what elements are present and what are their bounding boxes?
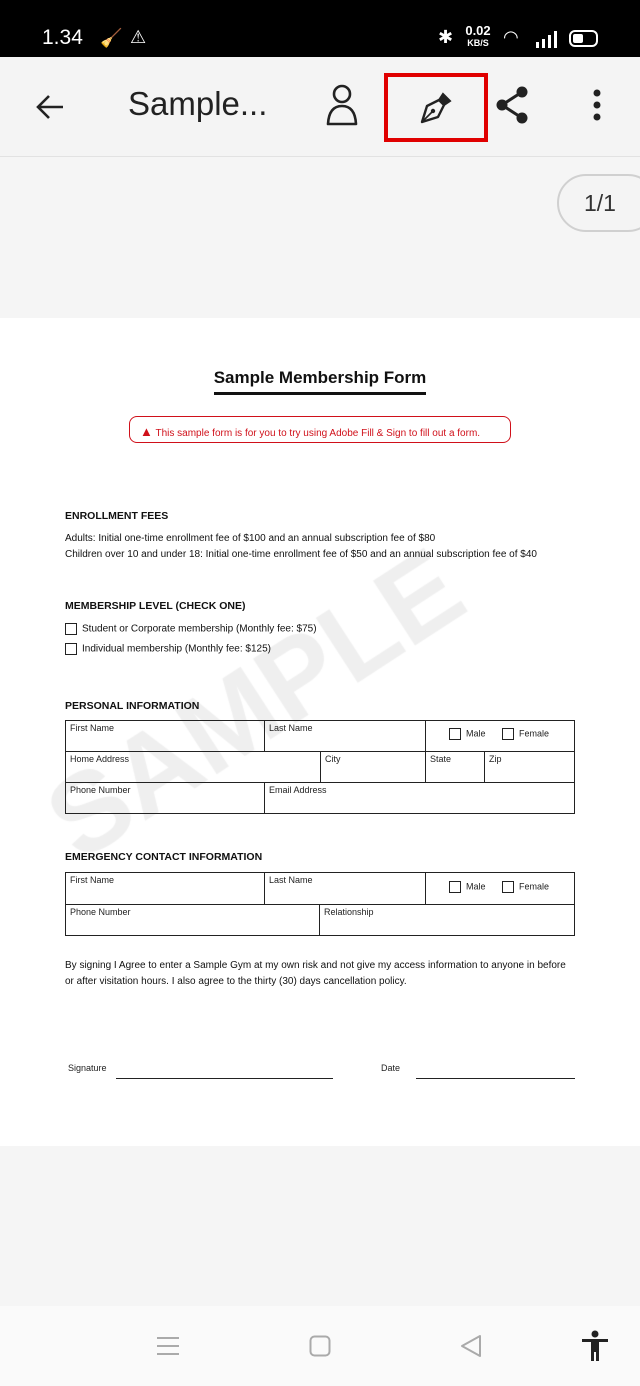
person-icon [325,84,359,126]
emergency-heading: EMERGENCY CONTACT INFORMATION [65,851,263,863]
agreement-line: or after visitation hours. I also agree to the thirty (30) days cancellation policy. [65,976,407,987]
signature-line[interactable] [116,1078,333,1079]
female-label: Female [519,881,550,892]
back-arrow-icon [35,94,65,120]
last-name-field[interactable]: Last Name [264,720,426,752]
emergency-last-name-field[interactable]: Last Name [264,872,426,905]
battery-icon [569,30,599,48]
date-label: Date [381,1063,401,1073]
network-speed [463,24,493,48]
first-name-field[interactable]: First Name [65,720,265,752]
signal-icon [535,30,559,48]
gender-field [425,720,575,752]
home-icon[interactable] [309,1335,331,1357]
agreement-line: By signing I Agree to enter a Sample Gym at my own risk and not give my access information to anyone in before [65,960,566,971]
speed-value: 0.02 [465,23,491,38]
app-bar [0,57,640,157]
male-label: Male [466,728,486,739]
warning-icon: ▲ [140,424,153,439]
pen-nib-icon [418,90,454,126]
male-label: Male [466,881,486,892]
more-options-button[interactable] [580,83,614,127]
membership-heading: MEMBERSHIP LEVEL (CHECK ONE) [65,600,246,612]
option-label: Individual membership (Monthly fee: $125) [82,643,271,655]
enrollment-line: Children over 10 and under 18: Initial one-time enrollment fee of $50 and an annual subscription fee of $40 [65,549,537,560]
status-time: 1.34 [42,26,83,49]
notice-text: This sample form is for you to try using Adobe Fill & Sign to fill out a form. [155,428,481,439]
checkbox[interactable] [65,623,77,635]
female-checkbox[interactable] [502,881,514,893]
form-title-wrap [120,368,520,395]
document-title: Sample... [128,85,268,122]
form-title: Sample Membership Form [214,368,427,395]
fill-sign-button[interactable] [384,73,488,142]
female-label: Female [519,728,550,739]
warning-icon: ⚠ [130,27,147,47]
membership-option-student[interactable] [65,623,317,635]
zip-field[interactable]: Zip [484,751,575,783]
female-checkbox[interactable] [502,728,514,740]
enrollment-line: Adults: Initial one-time enrollment fee of $100 and an annual subscription fee of $80 [65,533,436,544]
share-icon [494,85,530,125]
account-button[interactable] [320,81,364,129]
pdf-page [0,318,640,1146]
menu-icon[interactable] [156,1336,180,1356]
emergency-gender-field [425,872,575,905]
wifi-icon: ◠ [503,27,519,47]
more-vertical-icon [592,88,602,122]
option-label: Student or Corporate membership (Monthly fee: $75) [82,623,317,635]
page-indicator: 1/1 [557,174,640,232]
system-nav-bar [0,1306,640,1386]
emergency-phone-field[interactable]: Phone Number [65,904,320,936]
personal-heading: PERSONAL INFORMATION [65,700,200,712]
back-button[interactable] [28,85,72,129]
male-checkbox[interactable] [449,881,461,893]
back-nav-icon[interactable] [459,1334,483,1358]
email-field[interactable]: Email Address [264,782,575,814]
notice-banner [129,416,511,443]
relationship-field[interactable]: Relationship [319,904,575,936]
bluetooth-icon: ✱ [438,27,454,47]
membership-option-individual[interactable] [65,643,271,655]
male-checkbox[interactable] [449,728,461,740]
state-field[interactable]: State [425,751,485,783]
cleaner-icon: 🧹 [100,28,123,48]
signature-label: Signature [68,1063,107,1073]
city-field[interactable]: City [320,751,426,783]
home-address-field[interactable]: Home Address [65,751,321,783]
emergency-first-name-field[interactable]: First Name [65,872,265,905]
speed-unit: KB/S [467,38,489,48]
share-button[interactable] [490,83,534,127]
status-bar [0,0,640,57]
phone-field[interactable]: Phone Number [65,782,265,814]
enrollment-heading: ENROLLMENT FEES [65,510,169,522]
accessibility-icon[interactable] [581,1330,609,1362]
date-line[interactable] [416,1078,575,1079]
checkbox[interactable] [65,643,77,655]
